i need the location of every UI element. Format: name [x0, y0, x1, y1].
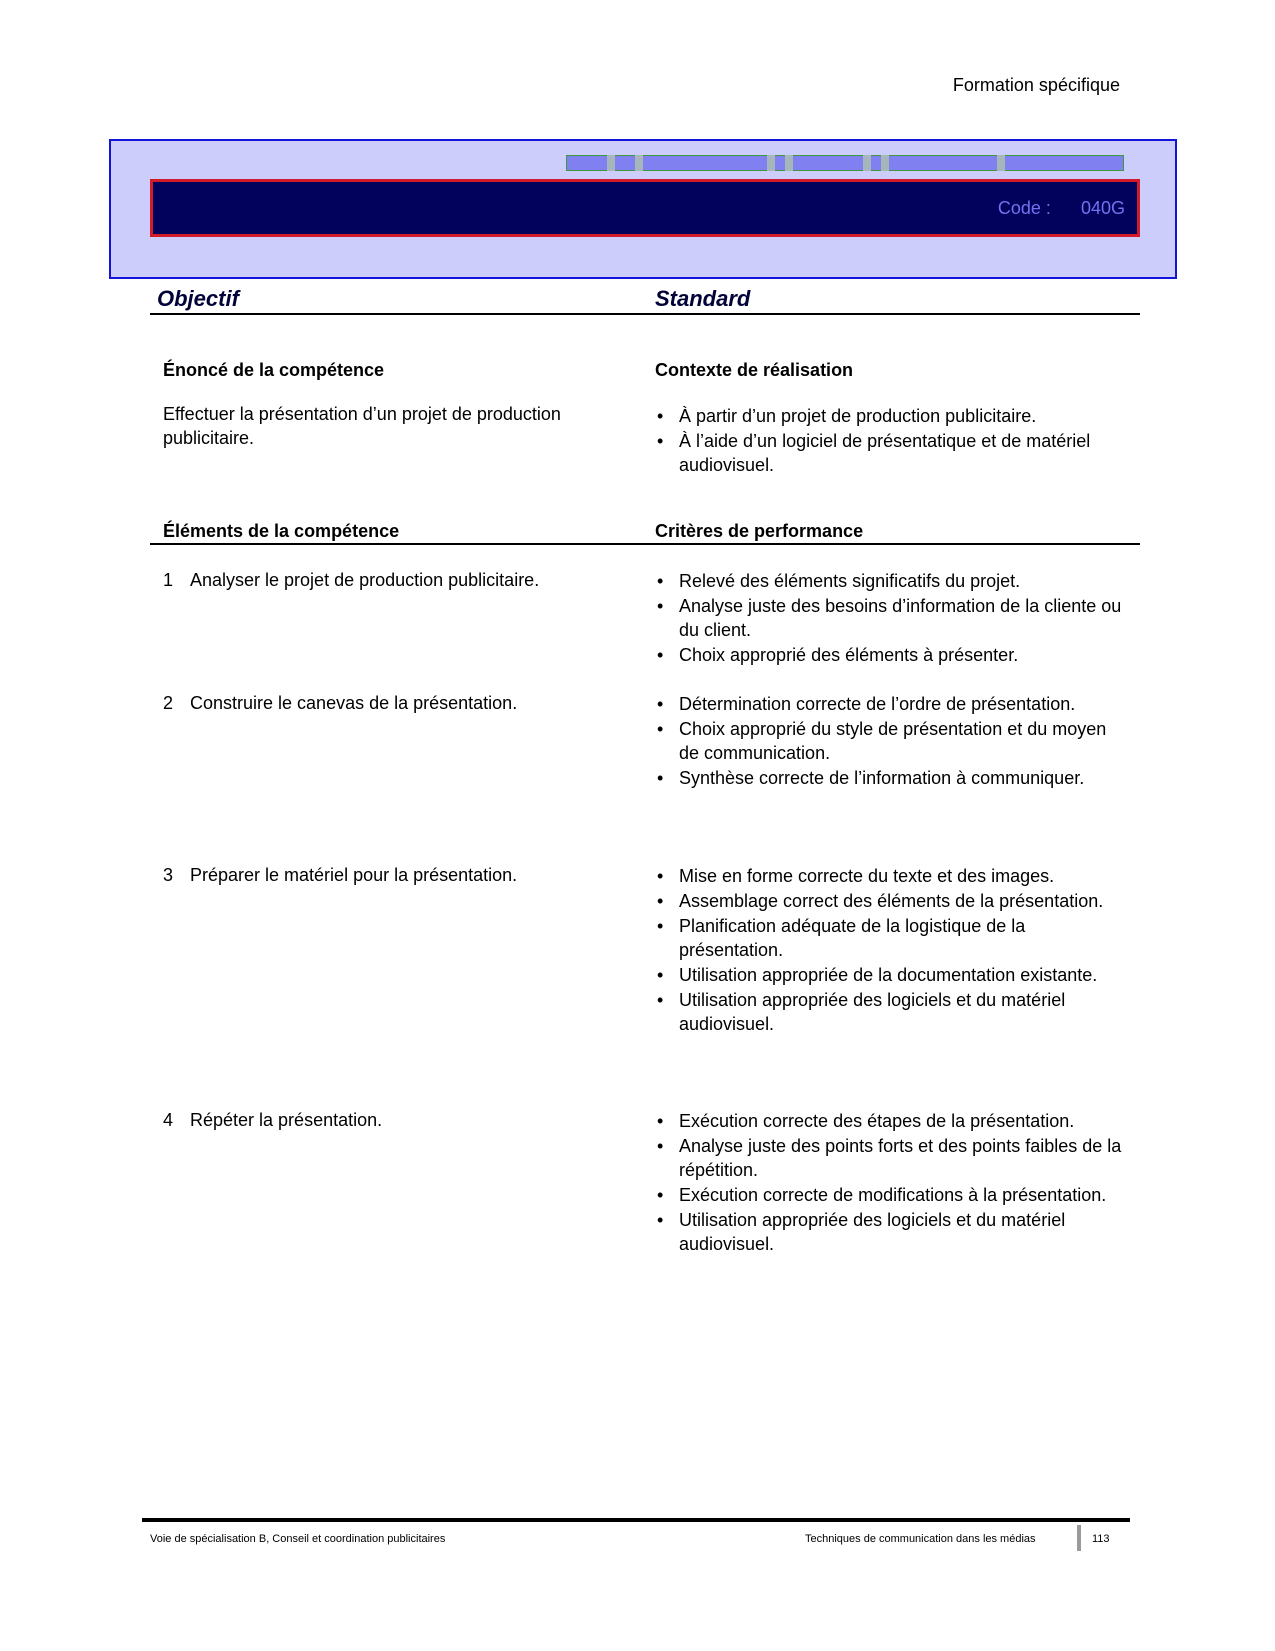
title-rule	[150, 313, 1140, 315]
criteria-list	[655, 569, 1125, 668]
element-row: 1 Analyser le projet de production publicitaire.	[163, 570, 540, 590]
criteria-list	[655, 1109, 1125, 1257]
elements-heading: Éléments de la compétence	[163, 521, 400, 541]
criteria-item: • Planification adéquate de la logistique de la présentation.	[655, 914, 1125, 962]
criteria-item: • Choix approprié du style de présentation et du moyen de communication.	[655, 717, 1125, 765]
criteria-item: • Utilisation appropriée de la documentation existante.	[655, 963, 1125, 987]
competency-code	[998, 198, 1125, 219]
objective-title: Objectif	[157, 286, 239, 311]
criteria-item: • Analyse juste des besoins d’information de la cliente ou du client.	[655, 594, 1125, 642]
footer-right-text: Techniques de communication dans les médias	[805, 1533, 1036, 1545]
statement-text: Effectuer la présentation d’un projet de production publicitaire.	[163, 404, 561, 448]
criteria-item: • Synthèse correcte de l’information à communiquer.	[655, 766, 1125, 790]
element-row: 4 Répéter la présentation.	[163, 1110, 383, 1130]
criteria-item: • Exécution correcte des étapes de la présentation.	[655, 1109, 1125, 1133]
elements-rule	[150, 543, 1140, 545]
element-row: 2 Construire le canevas de la présentation.	[163, 693, 518, 713]
criteria-item: • Choix approprié des éléments à présenter.	[655, 643, 1125, 667]
criteria-item: • Analyse juste des points forts et des points faibles de la répétition.	[655, 1134, 1125, 1182]
context-list	[655, 404, 1125, 478]
criteria-heading: Critères de performance	[655, 521, 864, 541]
section-label: Formation spécifique	[952, 75, 1120, 95]
footer-left-text: Voie de spécialisation B, Conseil et coordination publicitaires	[150, 1533, 446, 1545]
statement-heading: Énoncé de la compétence	[163, 360, 385, 380]
header-decorative-strip	[566, 155, 1124, 171]
footer-rule	[142, 1518, 1130, 1522]
element-row: 3 Préparer le matériel pour la présentation.	[163, 865, 518, 885]
criteria-item: • Utilisation appropriée des logiciels et du matériel audiovisuel.	[655, 1208, 1125, 1256]
footer-separator	[1077, 1525, 1081, 1551]
page-number: 113	[1092, 1533, 1110, 1545]
code-label: Code :	[997, 198, 1051, 218]
criteria-item: • Exécution correcte de modifications à la présentation.	[655, 1183, 1125, 1207]
code-value: 040G	[1080, 198, 1125, 218]
standard-title: Standard	[655, 286, 751, 311]
criteria-item: • Détermination correcte de l’ordre de présentation.	[655, 692, 1125, 716]
context-heading: Contexte de réalisation	[655, 360, 854, 380]
criteria-list	[655, 864, 1125, 1037]
context-item: • À l’aide d’un logiciel de présentatique et de matériel audiovisuel.	[655, 429, 1125, 477]
criteria-item: • Mise en forme correcte du texte et des images.	[655, 864, 1125, 888]
criteria-item: • Relevé des éléments significatifs du projet.	[655, 569, 1125, 593]
criteria-item: • Assemblage correct des éléments de la présentation.	[655, 889, 1125, 913]
header-dark-band	[150, 179, 1140, 237]
criteria-item: • Utilisation appropriée des logiciels et du matériel audiovisuel.	[655, 988, 1125, 1036]
context-item: • À partir d’un projet de production publicitaire.	[655, 404, 1125, 428]
criteria-list	[655, 692, 1125, 791]
